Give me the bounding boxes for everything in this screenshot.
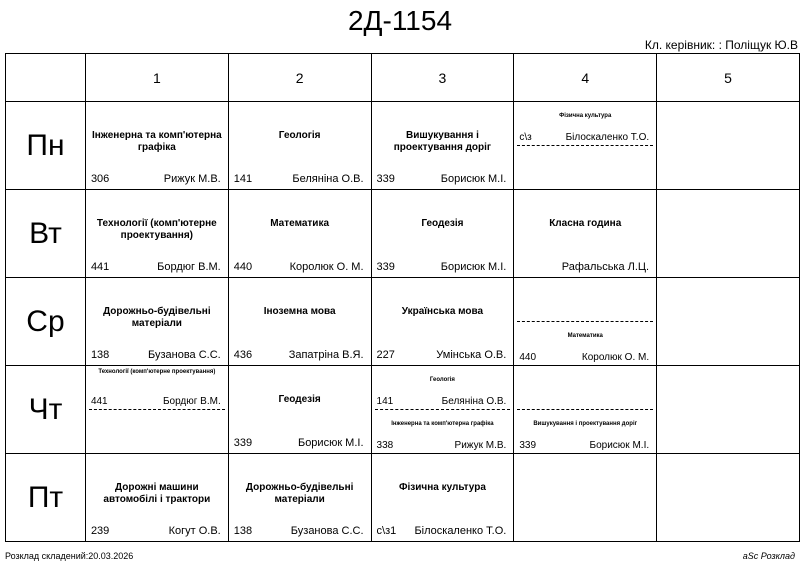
lesson-subject: Геодезія: [421, 218, 464, 229]
lesson-cell: [371, 190, 514, 278]
half-lesson: [372, 410, 514, 453]
half-lesson: [372, 366, 514, 409]
lesson-teacher: Умінська О.В.: [436, 349, 507, 361]
lesson-cell: [85, 454, 228, 542]
half-lesson-teacher: Бордюг В.М.: [162, 396, 221, 407]
lesson-subject: Вишукування і проектування доріг: [393, 130, 492, 153]
half-lesson-teacher: Королюк О. М.: [581, 352, 650, 363]
lesson-teacher: Когут О.В.: [168, 525, 221, 537]
day-name: Чт: [6, 366, 86, 454]
lesson-cell: [657, 454, 800, 542]
lesson-subject: Дорожні машини автомобілі і трактори: [103, 482, 211, 505]
lesson-cell: [228, 278, 371, 366]
day-row: [6, 454, 800, 542]
period-header: 5: [657, 54, 800, 102]
lesson-cell: [657, 366, 800, 454]
half-lesson-subject: Математика: [567, 333, 603, 339]
lesson-subject: Фізична культура: [398, 482, 486, 493]
lesson-cell: [514, 454, 657, 542]
lesson-room: 339: [376, 173, 395, 185]
half-lesson-teacher: Беляніна О.В.: [441, 396, 507, 407]
lesson-subject: Математика: [270, 218, 330, 229]
half-lesson: [514, 410, 656, 453]
lesson-cell: [228, 102, 371, 190]
half-lesson-room: 441: [90, 396, 108, 407]
lesson-cell: [228, 454, 371, 542]
lesson-subject: Українська мова: [401, 306, 484, 317]
lesson-cell: [371, 278, 514, 366]
lesson-room: 306: [90, 173, 110, 185]
lesson-cell: [228, 190, 371, 278]
period-header: 2: [228, 54, 371, 102]
half-lesson-subject: Фізична культура: [559, 113, 612, 119]
period-header: 1: [85, 54, 228, 102]
lesson-room: 138: [233, 525, 253, 537]
lesson-cell: [85, 366, 228, 454]
lesson-teacher: Беляніна О.В.: [292, 173, 364, 185]
lesson-teacher: Королюк О. М.: [289, 261, 364, 273]
lesson-room: 436: [233, 349, 253, 361]
lesson-teacher: Бузанова С.С.: [148, 349, 221, 361]
day-row: [6, 102, 800, 190]
split-divider: [89, 409, 225, 410]
lesson-subject: Класна година: [549, 218, 622, 229]
created-date: Розклад складений:20.03.2026: [5, 551, 134, 561]
half-lesson-room: с\з: [519, 132, 532, 143]
lesson-room: 440: [233, 261, 253, 273]
timetable: [5, 53, 800, 542]
day-row: [6, 190, 800, 278]
page-title: 2Д-1154: [347, 5, 453, 36]
half-lesson-subject: Геологія: [429, 377, 455, 383]
half-lesson: [514, 102, 656, 145]
lesson-subject: Геодезія: [278, 394, 321, 405]
half-lesson-teacher: Рижук М.В.: [454, 440, 507, 451]
day-name: Вт: [6, 190, 86, 278]
lesson-teacher: Бузанова С.С.: [290, 525, 364, 537]
lesson-cell: [85, 102, 228, 190]
half-lesson: [514, 322, 656, 365]
lesson-cell: [371, 102, 514, 190]
day-row: [6, 366, 800, 454]
lesson-subject: Іноземна мова: [263, 306, 336, 317]
lesson-cell: [514, 190, 657, 278]
day-name: Пн: [6, 102, 86, 190]
half-lesson-subject: Вишукування і проектування доріг: [533, 421, 638, 427]
half-lesson-room: 338: [376, 440, 394, 451]
lesson-teacher: Рижук М.В.: [163, 173, 221, 185]
lesson-room: 138: [90, 349, 110, 361]
lesson-cell: [514, 102, 657, 190]
day-name: Пт: [6, 454, 86, 542]
lesson-room: с\з1: [376, 525, 397, 537]
half-lesson-room: 339: [519, 440, 537, 451]
lesson-subject: Технології (комп'ютерне проектування): [96, 218, 217, 241]
half-lesson-room: 141: [376, 396, 394, 407]
day-row: [6, 278, 800, 366]
lesson-room: 339: [233, 437, 253, 449]
brand-label: aSc Розклад: [742, 551, 795, 561]
half-lesson: [86, 366, 228, 409]
lesson-cell: [657, 102, 800, 190]
half-lesson-teacher: Білоскаленко Т.О.: [565, 132, 650, 143]
lesson-cell: [371, 454, 514, 542]
lesson-teacher: Бордюг В.М.: [157, 261, 221, 273]
lesson-teacher: Борисюк М.І.: [297, 437, 364, 449]
lesson-teacher: Борисюк М.І.: [440, 261, 507, 273]
class-teacher: Кл. керівник: : Поліщук Ю.В: [644, 38, 798, 52]
lesson-teacher: Запатріна В.Я.: [288, 349, 364, 361]
lesson-cell: [85, 190, 228, 278]
lesson-subject: Дорожньо-будівельні матеріали: [103, 306, 211, 329]
lesson-cell: [371, 366, 514, 454]
lesson-room: 339: [376, 261, 395, 273]
lesson-cell: [514, 278, 657, 366]
lesson-room: 141: [233, 173, 253, 185]
lesson-cell: [657, 278, 800, 366]
lesson-cell: [514, 366, 657, 454]
lesson-subject: Геологія: [278, 130, 321, 141]
period-header: 4: [514, 54, 657, 102]
lesson-teacher: Борисюк М.І.: [440, 173, 507, 185]
half-lesson-teacher: Борисюк М.І.: [589, 440, 650, 451]
lesson-cell: [228, 366, 371, 454]
corner-cell: [6, 54, 86, 102]
lesson-subject: Дорожньо-будівельні матеріали: [245, 482, 354, 505]
day-name: Ср: [6, 278, 86, 366]
lesson-room: 227: [376, 349, 395, 361]
split-divider: [517, 145, 653, 146]
half-lesson-subject: Інженерна та комп'ютерна графіка: [391, 421, 494, 427]
period-header-row: [6, 54, 800, 102]
half-lesson-room: 440: [519, 352, 537, 363]
period-header: 3: [371, 54, 514, 102]
lesson-cell: [657, 190, 800, 278]
lesson-teacher: Білоскаленко Т.О.: [414, 525, 507, 537]
lesson-room: 239: [90, 525, 110, 537]
lesson-teacher: Рафальська Л.Ц.: [561, 261, 650, 273]
lesson-cell: [85, 278, 228, 366]
lesson-subject: Інженерна та комп'ютерна графіка: [91, 130, 222, 153]
lesson-room: 441: [90, 261, 110, 273]
half-lesson-subject: Технології (комп'ютерне проектування): [98, 369, 216, 375]
